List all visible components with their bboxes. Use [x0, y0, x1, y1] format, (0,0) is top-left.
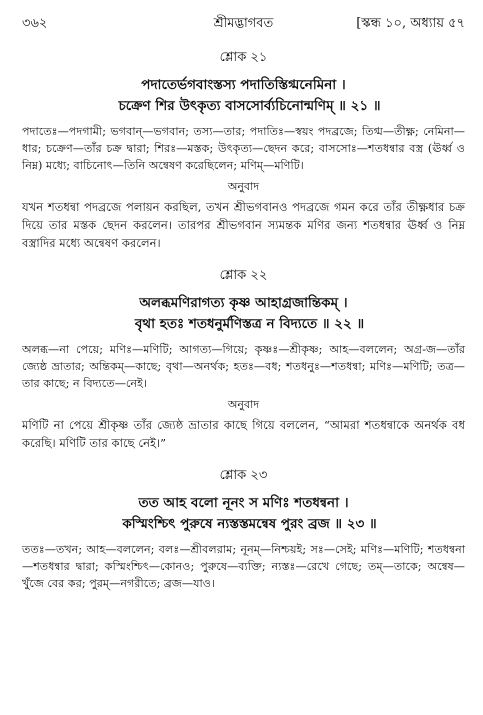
word-meanings: ততঃ—তখন; আহ—বললেন; বলঃ—শ্রীবলরাম; নূনম্—নিশ্চয়ই; সঃ—সেই; মণিঃ—মণিটি; শতধন্বনা—শতধন্বার দ্বারা; কস্মিংশ্চিৎ—কোনও; পুরুষে—ব্যক্তি; ন্যস্তঃ—রেখে গেছে; তম্—তাকে; অন্বেষ—খুঁজে বের কর; পুরম্—নগরীতে; ব্রজ—যাও।	[22, 543, 465, 590]
verse-heading: শ্লোক ২২	[219, 268, 268, 283]
translation-label: অনুবাদ	[227, 398, 260, 411]
verse-line-2: কস্মিংশ্চিৎ পুরুষে ন্যস্তস্তমন্বেষ পুরং ব্রজ ॥ ২৩ ॥	[122, 516, 377, 532]
word-meanings: অলব্ধ—না পেয়ে; মণিঃ—মণিটি; আগত্য—গিয়ে; কৃষ্ণঃ—শ্রীকৃষ্ণ; আহ—বললেন; অগ্র-জ—তাঁর জ্যেষ্ঠ ভ্রাতার; অন্তিকম্—কাছে; বৃথা—অনর্থক; হতঃ—বধ; শতধনুঃ—শতধন্বা; মণিঃ—মণিটি; তত্র—তার কাছে; ন বিদ্যতে—নেই।	[22, 343, 465, 390]
verse-heading: শ্লোক ২৩	[219, 468, 268, 483]
page-number: ৩৬২	[22, 16, 48, 31]
verse-sanskrit	[22, 75, 465, 117]
verse-sanskrit	[22, 293, 465, 335]
translation: যখন শতধন্বা পদব্রজে পলায়ন করছিল, তখন শ্রীভগবানও পদব্রজে গমন করে তাঁর তীক্ষ্ণধার চক্র দিয়ে তার মস্তক ছেদন করলেন। তারপর শ্রীভগবান স্যমন্তক মণির জন্য শতধন্বার ঊর্ধ্ব ও নিম্ন বস্ত্রাদির মধ্যে অন্বেষণ করলেন।	[22, 200, 465, 250]
verse-line-2: বৃথা হতঃ শতধনুর্মণিস্তত্র ন বিদ্যতে ॥ ২২ ॥	[134, 316, 365, 332]
verse-line-1: পদাতের্ভগবাংস্তস্য পদাতিস্তিগ্মনেমিনা ।	[141, 77, 346, 93]
verse-line-1: তত আহ বলো নূনং স মণিঃ শতধন্বনা ।	[138, 495, 349, 511]
translation-label: অনুবাদ	[227, 180, 260, 193]
verse-21	[22, 48, 465, 252]
verse-22	[22, 266, 465, 452]
word-meanings: পদাতেঃ—পদগামী; ভগবান্—ভগবান; তস্য—তার; পদাতিঃ—স্বয়ং পদব্রজে; তিগ্ম—তীক্ষ্ণ; নেমিনা—ধার; চক্রেণ—তাঁর চক্র দ্বারা; শিরঃ—মস্তক; উৎকৃত্য—ছেদন করে; বাসসোঃ—শতধন্বার বস্ত্র (ঊর্ধ্ব ও নিম্ন) মধ্যে; বাচিনোৎ—তিনি অন্বেষণ করেছিলেন; মণিম্—মণিটি।	[22, 125, 465, 172]
verse-heading: শ্লোক ২১	[219, 50, 268, 65]
chapter-reference: [স্কন্ধ ১০, অধ্যায় ৫৭	[356, 16, 465, 31]
verse-sanskrit	[22, 493, 465, 535]
verse-line-1: অলব্ধমণিরাগত্য কৃষ্ণ আহাগ্রজান্তিকম্ ।	[139, 295, 348, 311]
book-title: শ্রীমদ্ভাগবত	[213, 16, 274, 31]
translation: মণিটি না পেয়ে শ্রীকৃষ্ণ তাঁর জ্যেষ্ঠ ভ্রাতার কাছে গিয়ে বললেন, “আমরা শতধন্বাকে অনর্থক বধ করেছি। মণিটি তার কাছে নেই।”	[22, 418, 465, 450]
verse-line-2: চক্রেণ শির উৎকৃত্য বাসসোর্ব্যচিনোন্মণিম্ ॥ ২১ ॥	[118, 98, 381, 114]
verse-23	[22, 466, 465, 592]
page-header	[22, 12, 465, 34]
